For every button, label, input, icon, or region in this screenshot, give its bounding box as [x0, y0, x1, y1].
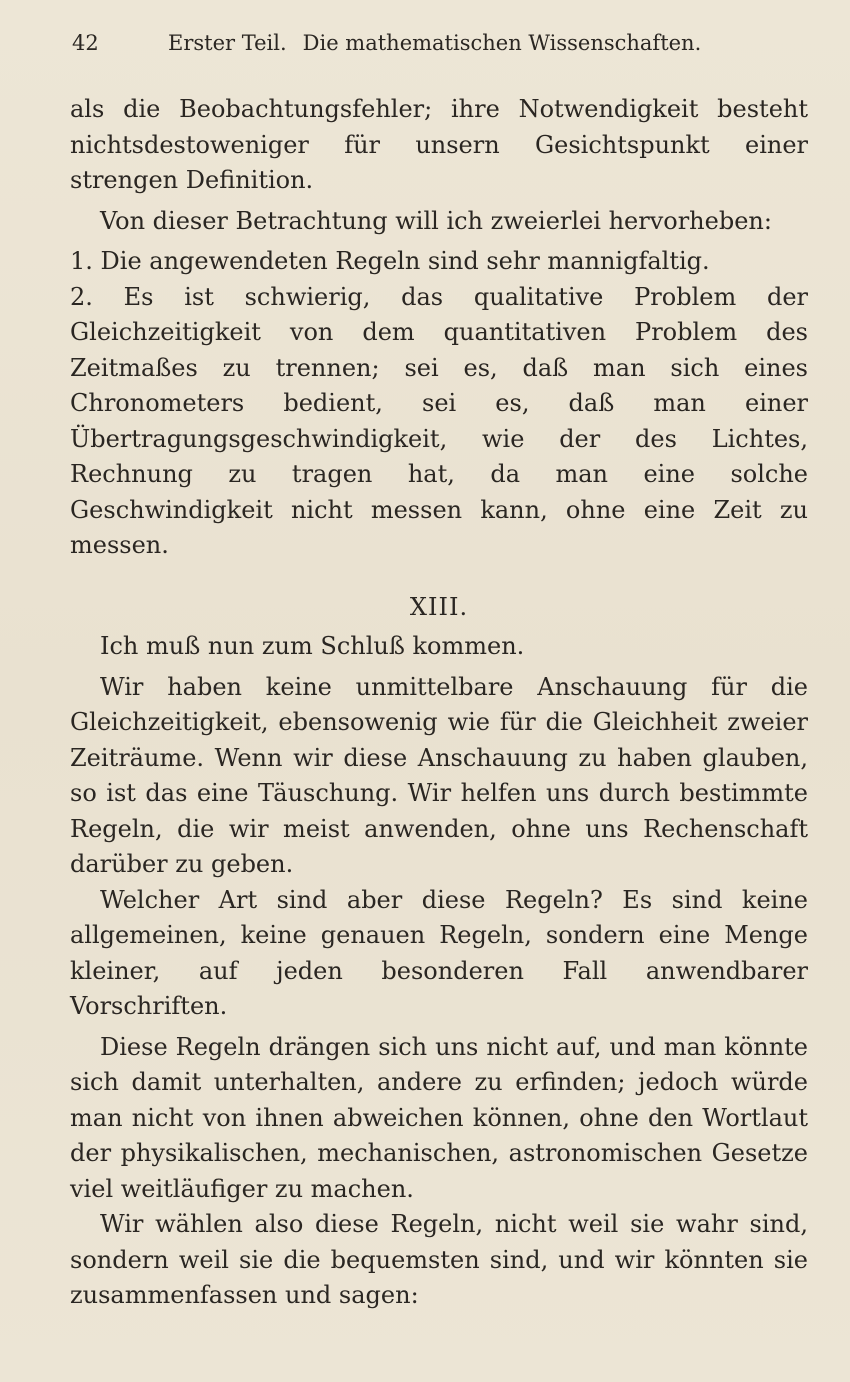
paragraph: Wir haben keine unmittelbare Anschauung für die Gleichzeitigkeit, ebensowenig wie für die Gleichheit zweier Zeiträume. Wenn wir diese Anschauung zu haben glauben, so ist das eine Täuschung. Wir helfen uns durch bestimmte Regeln, die wir meist anwenden, ohne uns Rechenschaft darüber zu geben. — [70, 672, 808, 878]
page-number: 42 — [72, 31, 99, 55]
paragraph: Ich muß nun zum Schluß kommen. — [100, 632, 525, 660]
running-title: Die mathematischen Wissenschaften. — [302, 31, 702, 55]
section-heading: XIII. — [409, 592, 469, 621]
body-text — [70, 92, 808, 1314]
paragraph: Von dieser Betrachtung will ich zweierlei hervorheben: — [100, 206, 772, 235]
paragraph: Wir wählen also diese Regeln, nicht weil sie wahr sind, sondern weil sie die bequemsten sind, und wir könnten sie zusammenfassen und sagen: — [70, 1210, 808, 1309]
paragraph: Diese Regeln drängen sich uns nicht auf, und man könnte sich damit unterhalten, andere zu erfinden; jedoch würde man nicht von ihnen abweichen können, ohne den Wortlaut der physikalischen, mechanischen, astronomischen Gesetze viel weitläufiger zu machen. — [70, 1032, 808, 1203]
part-label: Erster Teil. — [168, 31, 287, 55]
list-item: 1. Die angewendeten Regeln sind sehr mannigfaltig. — [70, 247, 710, 275]
paragraph: als die Beobachtungsfehler; ihre Notwendigkeit besteht nichtsdestoweniger für unsern Gesichtspunkt einer strengen Definition. — [70, 95, 808, 194]
paragraph: Welcher Art sind aber diese Regeln? Es sind keine allgemeinen, keine genauen Regeln, sondern eine Menge kleiner, auf jeden besonderen Fall anwendbarer Vorschriften. — [70, 885, 808, 1020]
list-item: 2. Es ist schwierig, das qualitative Problem der Gleichzeitigkeit von dem quantitativen Problem des Zeitmaßes zu trennen; sei es, daß man sich eines Chronometers bedient, sei es, daß man einer Übertragungsgeschwindigkeit, wie der des Lichtes, Rechnung zu tragen hat, da man eine solche Geschwindigkeit nicht messen kann, ohne eine Zeit zu messen. — [70, 282, 808, 559]
running-header — [72, 28, 732, 58]
